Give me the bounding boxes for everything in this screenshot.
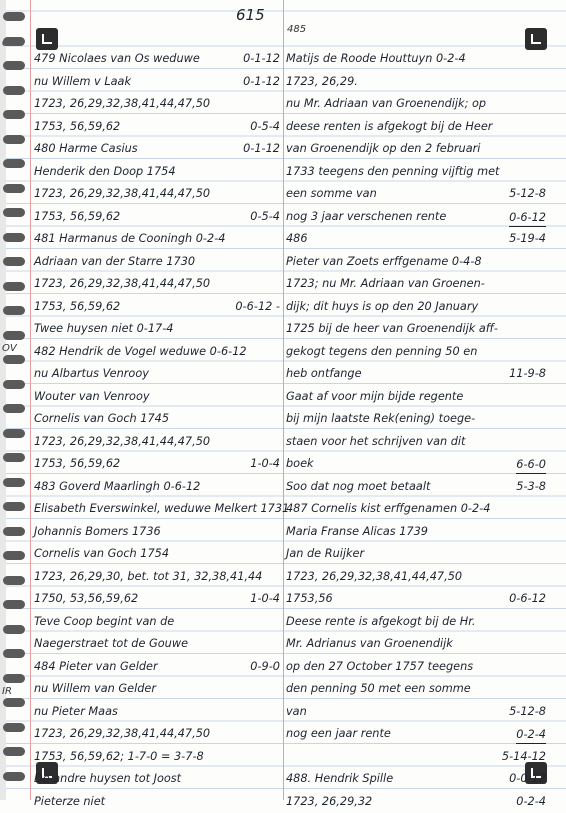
entry-text: 1723, 26,29,30, bet. tot 31, 32,38,41,44: [34, 566, 262, 589]
right-entry-line: [286, 588, 546, 611]
entry-text: De andre huysen tot Joost: [34, 768, 181, 791]
left-entry-line: [34, 93, 280, 116]
entry-text: Deese rente is afgekogt bij de Hr.: [286, 611, 475, 634]
entry-text: 1723, 26,29.: [286, 71, 358, 94]
entry-text: 1753, 56,59,62; 1-7-0 = 3-7-8: [34, 746, 204, 769]
entry-amount: 0-5-4: [250, 206, 280, 229]
page-number: 615: [236, 6, 265, 24]
left-margin-line: [30, 0, 31, 800]
right-entry-line: [286, 71, 546, 94]
left-entry-line: [34, 71, 280, 94]
entry-text: 1723, 26,29,32,38,41,44,47,50: [34, 723, 210, 746]
left-entry-line: [34, 701, 280, 724]
left-entry-line: [34, 318, 280, 341]
entry-text: 1723, 26,29,32,38,41,44,47,50: [286, 566, 462, 589]
entry-amount: 11-9-8: [509, 363, 546, 386]
entry-amount: 0-5-4: [250, 116, 280, 139]
entry-text: Pieter van Zoets erffgename 0-4-8: [286, 251, 482, 274]
binding-hole: [3, 772, 25, 781]
binding-hole: [3, 61, 25, 70]
right-entry-line: [286, 161, 546, 184]
right-entry-line: [286, 228, 546, 251]
entry-text: Jan de Ruijker: [286, 543, 364, 566]
entry-text: 1750, 53,56,59,62: [34, 588, 138, 611]
entry-text: Matijs de Roode Houttuyn 0-2-4: [286, 48, 466, 71]
right-entry-line: [286, 791, 546, 813]
entry-text: Cornelis van Goch 1754: [34, 543, 169, 566]
right-entry-line: [286, 183, 546, 206]
binding-hole: [3, 723, 25, 732]
right-entry-line: [286, 93, 546, 116]
left-entry-line: [34, 296, 280, 319]
binding-hole: [3, 159, 25, 168]
left-column: [34, 48, 280, 813]
right-entry-line: [286, 746, 546, 769]
entry-text: 488. Hendrik Spille: [286, 768, 393, 791]
entry-text: 487 Cornelis kist erffgenamen 0-2-4: [286, 498, 490, 521]
entry-text: Mr. Adrianus van Groenendijk: [286, 633, 453, 656]
left-entry-line: [34, 363, 280, 386]
left-entry-line: [34, 521, 280, 544]
entry-amount: 5-19-4: [509, 228, 546, 251]
right-entry-line: [286, 48, 546, 71]
left-entry-line: [34, 498, 280, 521]
binding-hole: [3, 12, 25, 21]
binding-hole: [3, 600, 25, 609]
right-entry-line: [286, 408, 546, 431]
left-entry-line: [34, 633, 280, 656]
right-entry-line: [286, 723, 546, 746]
entry-amount: 5-14-12: [502, 746, 546, 769]
entry-text: Elisabeth Everswinkel, weduwe Melkert 1731: [34, 498, 289, 521]
right-entry-line: [286, 318, 546, 341]
left-entry-line: [34, 768, 280, 791]
entry-text: nog 3 jaar verschenen rente: [286, 206, 446, 229]
right-column: [286, 48, 546, 813]
center-margin-line: [283, 0, 284, 800]
entry-amount: 0-2-4: [516, 726, 546, 744]
left-entry-line: [34, 723, 280, 746]
left-entry-line: [34, 588, 280, 611]
left-entry-line: [34, 431, 280, 454]
right-entry-line: [286, 498, 546, 521]
entry-text: 1753, 56,59,62: [34, 206, 120, 229]
entry-text: 479 Nicolaes van Os weduwe: [34, 48, 200, 71]
entry-text: 1723, 26,29,32,38,41,44,47,50: [34, 273, 210, 296]
binding-hole: [3, 576, 25, 585]
entry-text: Soo dat nog moet betaalt: [286, 476, 430, 499]
right-entry-line: [286, 768, 546, 791]
left-entry-line: [34, 273, 280, 296]
entry-amount: 5-3-8: [516, 476, 546, 499]
entry-text: gekogt tegens den penning 50 en: [286, 341, 477, 364]
entry-text: dijk; dit huys is op den 20 January: [286, 296, 478, 319]
top-left-corner-icon: [36, 28, 58, 50]
right-entry-line: [286, 251, 546, 274]
entry-text: van Groenendijk op den 2 februari: [286, 138, 480, 161]
entry-amount: 0-6-12: [509, 588, 546, 611]
right-entry-line: [286, 611, 546, 634]
entry-text: boek: [286, 453, 314, 476]
binding-hole: [3, 282, 25, 291]
left-entry-line: [34, 228, 280, 251]
entry-amount: 1-0-4: [250, 588, 280, 611]
right-entry-line: [286, 363, 546, 386]
entry-text: 1723, 26,29,32,38,41,44,47,50: [34, 93, 210, 116]
entry-amount: 1-0-4: [250, 453, 280, 476]
entry-text: nog een jaar rente: [286, 723, 391, 746]
entry-amount: 0-1-12: [243, 48, 280, 71]
binding-hole: [3, 208, 25, 217]
entry-text: Johannis Bomers 1736: [34, 521, 161, 544]
binding-hole: [3, 478, 25, 487]
left-entry-line: [34, 746, 280, 769]
binding-hole: [3, 625, 25, 634]
entry-text: 1723, 26,29,32,38,41,44,47,50: [34, 431, 210, 454]
entry-text: Wouter van Venrooy: [34, 386, 150, 409]
entry-text: 482 Hendrik de Vogel weduwe 0-6-12: [34, 341, 247, 364]
entry-text: 1753, 56,59,62: [34, 116, 120, 139]
entry-text: nu Willem van Gelder: [34, 678, 156, 701]
binding-hole: [3, 551, 25, 560]
right-entry-line: [286, 678, 546, 701]
left-entry-line: [34, 656, 280, 679]
binding-hole: [3, 37, 25, 46]
entry-text: 1723, 26,29,32,38,41,44,47,50: [34, 183, 210, 206]
entry-text: 480 Harme Casius: [34, 138, 138, 161]
binding-hole: [3, 233, 25, 242]
entry-text: 1733 teegens den penning vijftig met: [286, 161, 499, 184]
binding-hole: [3, 502, 25, 511]
left-entry-line: [34, 48, 280, 71]
left-entry-line: [34, 791, 280, 813]
left-entry-line: [34, 206, 280, 229]
entry-text: staen voor het schrijven van dit: [286, 431, 465, 454]
entry-text: 1753, 56,59,62: [34, 296, 120, 319]
binding-hole: [3, 527, 25, 536]
left-entry-line: [34, 161, 280, 184]
top-right-corner-icon: [525, 28, 547, 50]
entry-amount: 0-6-12 -: [235, 296, 280, 319]
left-entry-line: [34, 453, 280, 476]
right-entry-line: [286, 341, 546, 364]
right-entry-line: [286, 633, 546, 656]
left-entry-line: [34, 543, 280, 566]
page-number-secondary: 485: [287, 24, 306, 35]
entry-text: 1753,56: [286, 588, 333, 611]
left-entry-line: [34, 386, 280, 409]
entry-text: den penning 50 met een somme: [286, 678, 471, 701]
binding-hole: [3, 306, 25, 315]
binding-hole: [3, 404, 25, 413]
binding-hole: [3, 453, 25, 462]
entry-amount: 6-6-0: [516, 456, 546, 474]
entry-text: 483 Goverd Maarlingh 0-6-12: [34, 476, 200, 499]
binding-hole: [3, 184, 25, 193]
entry-amount: 0-2-4: [516, 791, 546, 813]
entry-text: 1723; nu Mr. Adriaan van Groenen-: [286, 273, 485, 296]
left-entry-line: [34, 611, 280, 634]
binding-hole: [3, 110, 25, 119]
right-entry-line: [286, 476, 546, 499]
entry-amount: 5-12-8: [509, 701, 546, 724]
binding-hole: [3, 747, 25, 756]
binding-hole: [3, 331, 25, 340]
left-entry-line: [34, 341, 280, 364]
entry-text: nu Pieter Maas: [34, 701, 118, 724]
entry-text: 484 Pieter van Gelder: [34, 656, 158, 679]
entry-text: Pieterze niet: [34, 791, 105, 813]
right-entry-line: [286, 296, 546, 319]
entry-text: Gaat af voor mijn bijde regente: [286, 386, 463, 409]
right-entry-line: [286, 566, 546, 589]
entry-text: Twee huysen niet 0-17-4: [34, 318, 173, 341]
left-entry-line: [34, 476, 280, 499]
entry-text: nu Willem v Laak: [34, 71, 131, 94]
entry-amount: 0-9-0: [250, 656, 280, 679]
entry-text: Cornelis van Goch 1745: [34, 408, 169, 431]
entry-text: Adriaan van der Starre 1730: [34, 251, 195, 274]
binding-hole: [3, 355, 25, 364]
right-entry-line: [286, 521, 546, 544]
binding-hole: [3, 698, 25, 707]
right-entry-line: [286, 138, 546, 161]
entry-amount: 0-6-12: [509, 209, 546, 227]
binding-hole: [3, 674, 25, 683]
left-entry-line: [34, 251, 280, 274]
binding-hole: [3, 429, 25, 438]
entry-text: Teve Coop begint van de: [34, 611, 174, 634]
entry-text: 1725 bij de heer van Groenendijk aff-: [286, 318, 498, 341]
entry-text: nu Mr. Adriaan van Groenendijk; op: [286, 93, 486, 116]
right-entry-line: [286, 386, 546, 409]
entry-text: van: [286, 701, 307, 724]
entry-text: Maria Franse Alicas 1739: [286, 521, 428, 544]
left-entry-line: [34, 408, 280, 431]
left-entry-line: [34, 138, 280, 161]
entry-text: 481 Harmanus de Cooningh 0-2-4: [34, 228, 225, 251]
margin-marker: OV: [2, 343, 17, 354]
left-entry-line: [34, 183, 280, 206]
entry-text: op den 27 October 1757 teegens: [286, 656, 473, 679]
entry-text: Henderik den Doop 1754: [34, 161, 176, 184]
right-entry-line: [286, 116, 546, 139]
left-entry-line: [34, 566, 280, 589]
binding-hole: [3, 649, 25, 658]
right-entry-line: [286, 543, 546, 566]
entry-text: een somme van: [286, 183, 377, 206]
right-entry-line: [286, 206, 546, 229]
entry-text: 1723, 26,29,32: [286, 791, 372, 813]
entry-amount: 0-1-12: [243, 138, 280, 161]
entry-text: heb ontfange: [286, 363, 362, 386]
binding-hole: [3, 135, 25, 144]
right-entry-line: [286, 453, 546, 476]
right-entry-line: [286, 701, 546, 724]
right-entry-line: [286, 273, 546, 296]
entry-text: Naegerstraet tot de Gouwe: [34, 633, 188, 656]
entry-text: deese renten is afgekogt bij de Heer: [286, 116, 492, 139]
entry-text: bij mijn laatste Rek(ening) toege-: [286, 408, 475, 431]
entry-text: 1753, 56,59,62: [34, 453, 120, 476]
entry-text: nu Albartus Venrooy: [34, 363, 149, 386]
margin-marker: IR: [2, 686, 12, 697]
entry-amount: 5-12-8: [509, 183, 546, 206]
entry-amount: 0-1-12: [243, 71, 280, 94]
entry-text: 486: [286, 228, 308, 251]
binding-hole: [3, 86, 25, 95]
right-entry-line: [286, 431, 546, 454]
entry-amount: 0-0-12: [509, 768, 546, 791]
right-entry-line: [286, 656, 546, 679]
left-entry-line: [34, 678, 280, 701]
binding-hole: [3, 380, 25, 389]
left-entry-line: [34, 116, 280, 139]
binding-hole: [3, 257, 25, 266]
